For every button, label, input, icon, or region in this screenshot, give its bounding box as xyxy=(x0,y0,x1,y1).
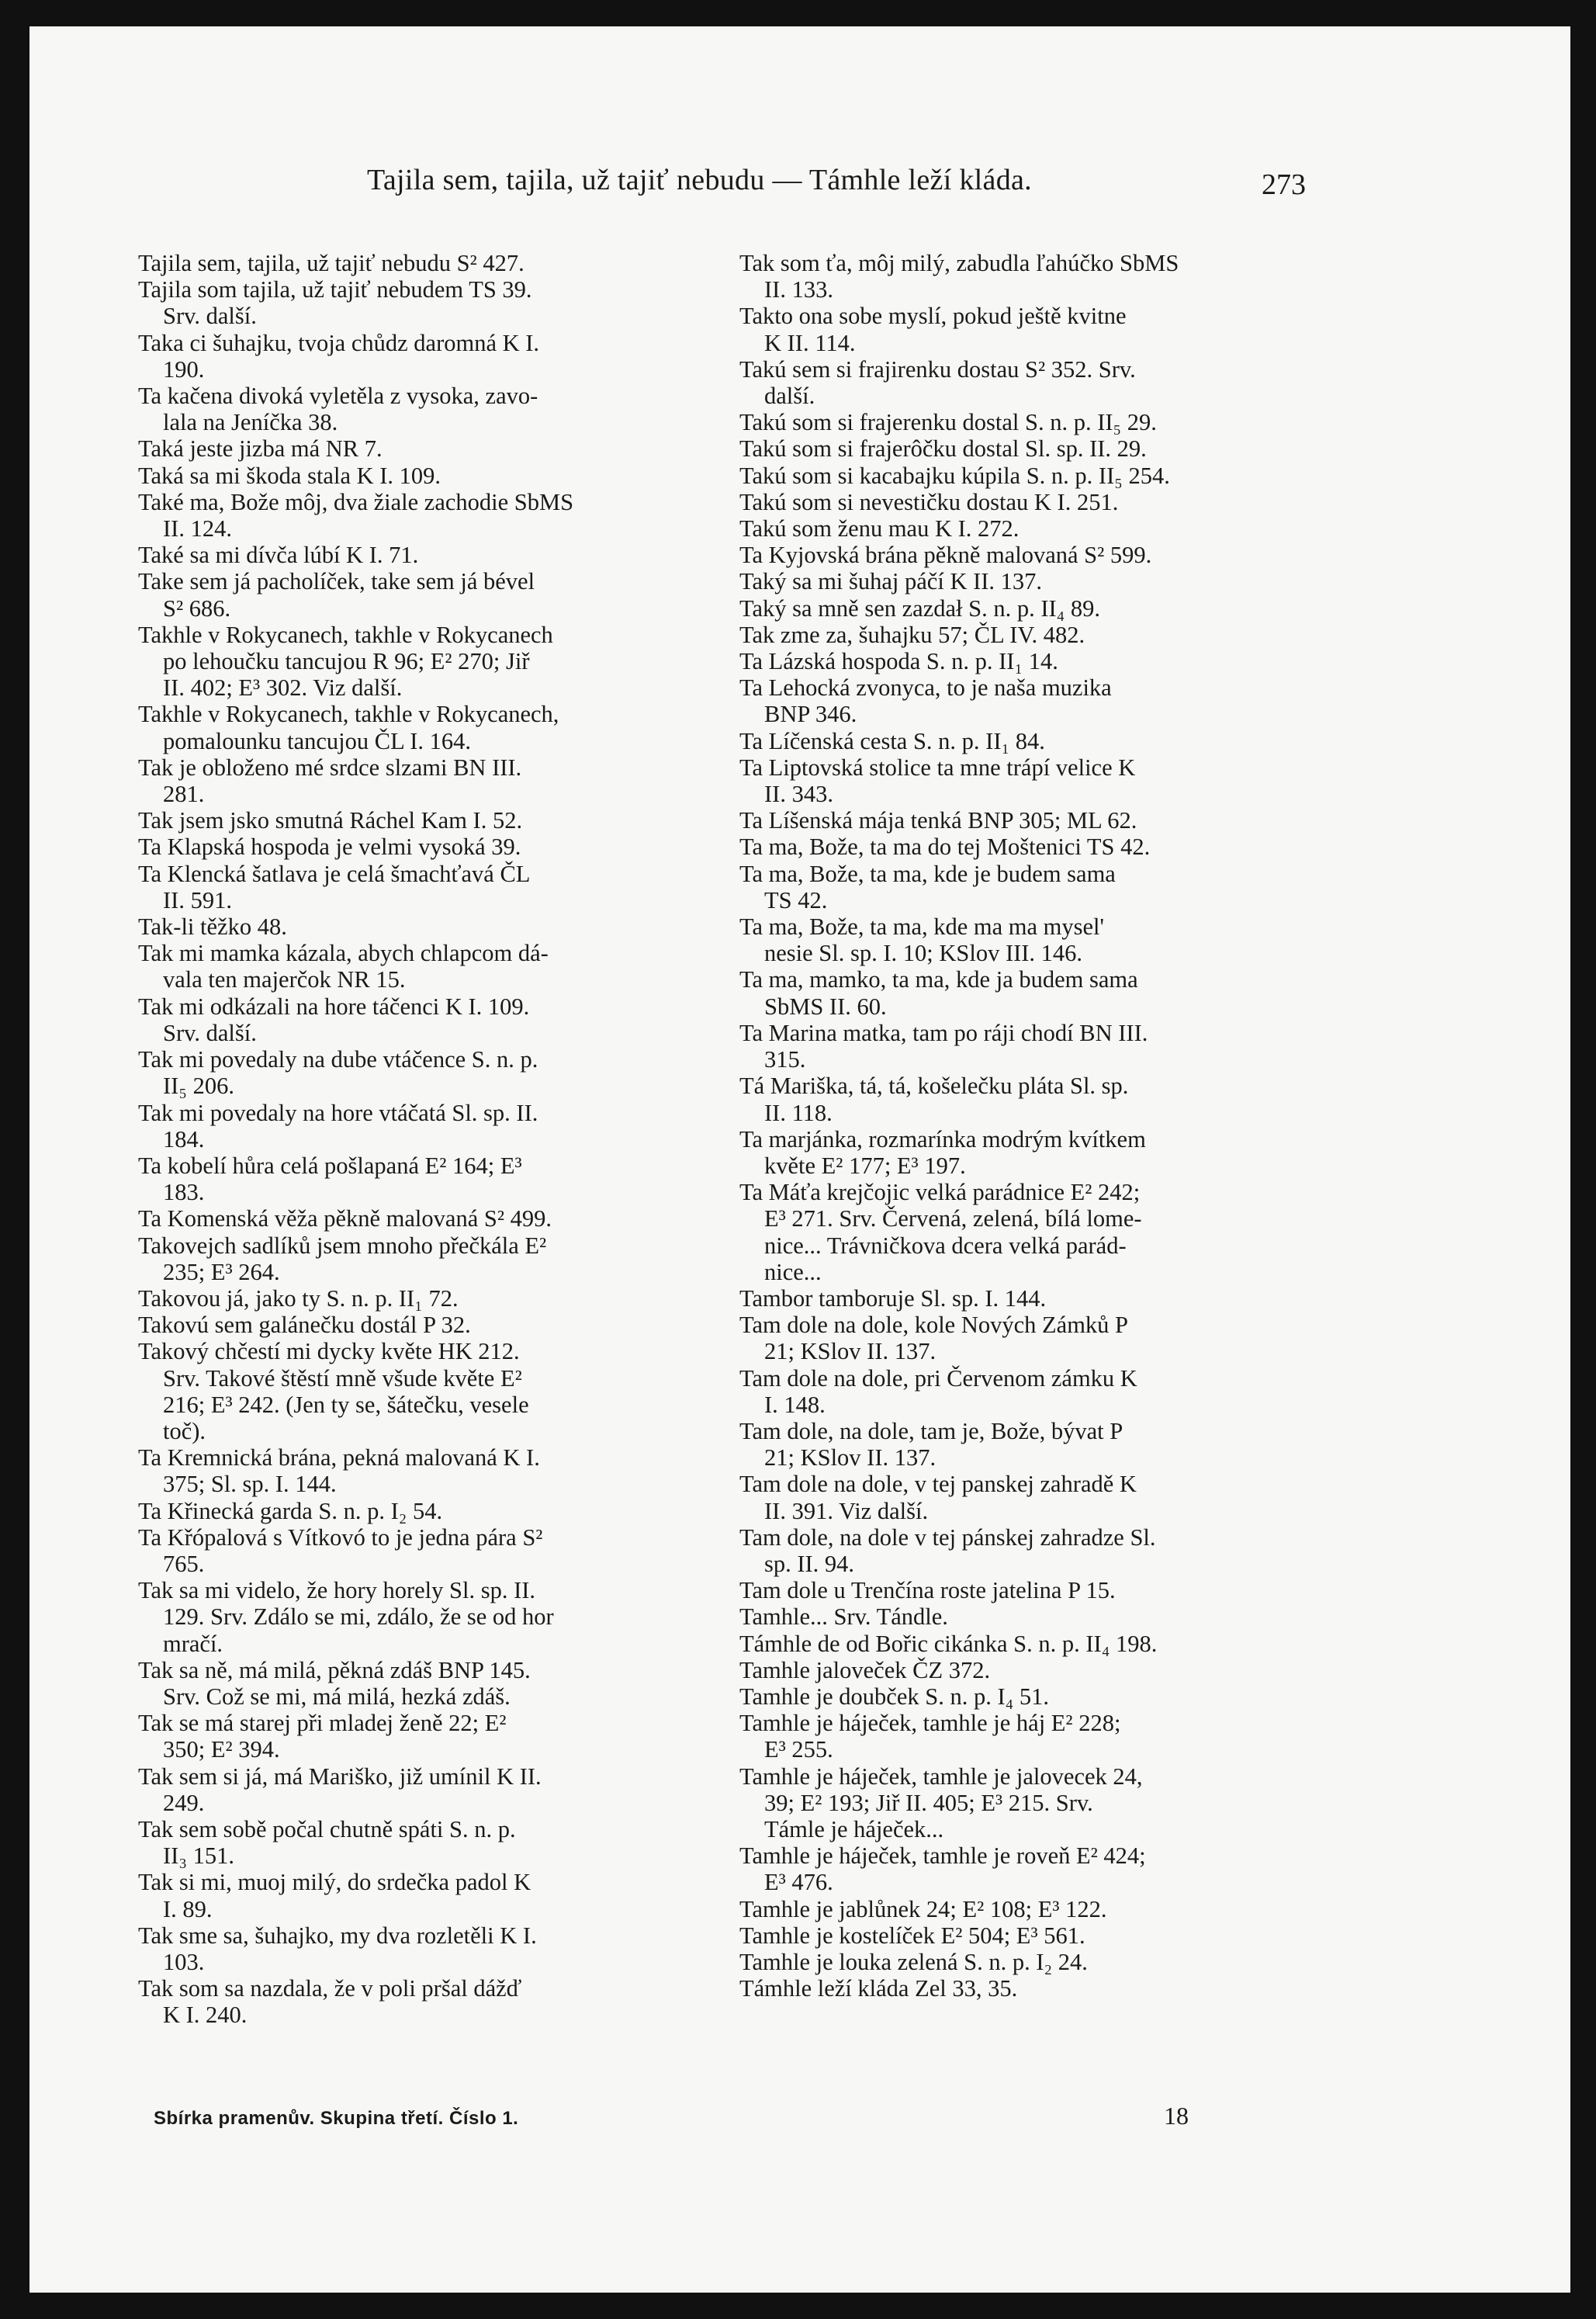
book-page xyxy=(29,26,1570,2293)
entry-continuation: pomalounku tancujou ČL I. 164. xyxy=(163,727,472,754)
entry-line: Tak sa mi videlo, že hory horely Sl. sp. II. xyxy=(138,1577,536,1604)
index-entry xyxy=(739,250,1292,303)
index-entry xyxy=(739,1073,1292,1125)
entry-line: Tamhle... Srv. Tándle. xyxy=(739,1603,948,1631)
entry-line: Take sem já pacholíček, take sem já bével xyxy=(138,568,535,595)
entry-line: Tam dole na dole, pri Červenom zámku K xyxy=(739,1364,1137,1392)
series-footer: Sbírka pramenův. Skupina třetí. Číslo 1. xyxy=(154,2108,519,2129)
entry-line: Tamhle je louka zelená S. n. p. I₂ 24. xyxy=(739,1949,1088,1975)
entry-line: Ta Kyjovská brána pěkně malovaná S² 599. xyxy=(739,542,1152,569)
entry-continuation: Srv. další. xyxy=(163,303,257,330)
index-entry xyxy=(138,1975,691,2028)
index-entry xyxy=(739,1126,1292,1179)
entry-line: Tak mi mamka kázala, abych chlapcom dá- xyxy=(138,940,549,967)
entry-line: Ta ma, Bože, ta ma, kde je budem sama xyxy=(739,860,1116,887)
entry-continuation: nesie Sl. sp. I. 10; KSlov III. 146. xyxy=(764,940,1083,967)
entry-line: Tak-li těžko 48. xyxy=(138,913,287,941)
running-head: Tajila sem, tajila, už tajiť nebudu — Támhle leží kláda. xyxy=(367,164,1032,196)
entry-line: Taká jeste jizba má NR 7. xyxy=(138,435,383,463)
entry-continuation: 129. Srv. Zdálo se mi, zdálo, že se od hor xyxy=(163,1603,554,1631)
index-entry xyxy=(739,435,1292,462)
entry-continuation: květe E² 177; E³ 197. xyxy=(764,1152,966,1179)
entry-line: Tak je obloženo mé srdce slzami BN III. xyxy=(138,754,522,781)
page-number: 273 xyxy=(1262,168,1306,201)
index-entry xyxy=(739,1179,1292,1285)
entry-continuation: 315. xyxy=(764,1046,806,1073)
entry-line: Tak sme sa, šuhajko, my dva rozletěli K I. xyxy=(138,1922,537,1949)
index-entry xyxy=(138,701,691,754)
entry-line: Tak zme za, šuhajku 57; ČL IV. 482. xyxy=(739,621,1085,648)
entry-line: Tak sem si já, má Mariško, již umínil K II. xyxy=(138,1763,542,1790)
index-entry xyxy=(138,1338,691,1444)
index-entry xyxy=(739,1763,1292,1843)
index-entry xyxy=(138,463,691,489)
index-entry xyxy=(739,674,1292,727)
index-entry xyxy=(739,754,1292,807)
index-entry xyxy=(739,515,1292,542)
index-entry xyxy=(138,1046,691,1099)
index-entry xyxy=(739,1285,1292,1312)
index-entry xyxy=(138,1524,691,1577)
entry-continuation: 103. xyxy=(163,1949,205,1975)
entry-line: Tak mi odkázali na hore táčenci K I. 109. xyxy=(138,993,530,1020)
printer-signature: 18 xyxy=(1164,2102,1189,2130)
entry-line: Taký sa mi šuhaj páčí K II. 137. xyxy=(739,568,1043,595)
index-entry xyxy=(739,807,1292,834)
index-entry xyxy=(739,834,1292,860)
entry-continuation: E³ 476. xyxy=(764,1869,833,1896)
index-entry xyxy=(739,356,1292,409)
index-entry xyxy=(138,1444,691,1497)
entry-continuation: SbMS II. 60. xyxy=(764,993,887,1020)
index-entry xyxy=(138,622,691,702)
entry-continuation: 235; E³ 264. xyxy=(163,1258,280,1285)
index-entry xyxy=(739,913,1292,966)
index-entry xyxy=(138,1816,691,1869)
index-entry xyxy=(739,1312,1292,1364)
entry-line: Takovejch sadlíků jsem mnoho přečkála E² xyxy=(138,1232,547,1259)
index-entry xyxy=(739,542,1292,568)
index-entry xyxy=(739,1524,1292,1577)
entry-line: Tam dole na dole, kole Nových Zámků P xyxy=(739,1312,1129,1339)
entry-line: Taká sa mi škoda stala K I. 109. xyxy=(138,462,441,489)
index-entry xyxy=(739,463,1292,489)
entry-line: Tak mi povedaly na hore vtáčatá Sl. sp. II. xyxy=(138,1099,538,1126)
entry-continuation: E³ 255. xyxy=(764,1736,833,1763)
entry-continuation: II. 124. xyxy=(163,515,232,542)
entry-continuation: 249. xyxy=(163,1789,205,1816)
index-entry xyxy=(739,1577,1292,1603)
entry-continuation: nice... xyxy=(764,1258,822,1285)
index-entry xyxy=(138,861,691,913)
entry-continuation: Támle je háječek... xyxy=(764,1815,944,1842)
index-entry xyxy=(739,1471,1292,1523)
entry-line: Tamhle je háječek, tamhle je háj E² 228; xyxy=(739,1710,1121,1737)
entry-line: Takú som si kacabajku kúpila S. n. p. II₅ 254. xyxy=(739,462,1170,489)
index-entry xyxy=(739,1975,1292,2002)
entry-continuation: E³ 271. Srv. Červená, zelená, bílá lome- xyxy=(764,1205,1142,1232)
index-entry xyxy=(138,250,691,276)
index-entry xyxy=(739,966,1292,1019)
entry-line: Takú sem si frajirenku dostau S² 352. Srv. xyxy=(739,355,1136,383)
entry-line: Tamhle je jablůnek 24; E² 108; E³ 122. xyxy=(739,1895,1107,1922)
entry-continuation: 184. xyxy=(163,1125,205,1153)
index-entry xyxy=(138,1577,691,1657)
entry-continuation: II₅ 206. xyxy=(163,1073,234,1100)
index-entry xyxy=(138,1205,691,1232)
index-entry xyxy=(739,1842,1292,1895)
entry-line: Také sa mi dívča lúbí K I. 71. xyxy=(138,542,419,569)
entry-continuation: 216; E³ 242. (Jen ty se, šátečku, vesele xyxy=(163,1391,529,1418)
entry-line: Tak se má starej při mladej ženě 22; E² xyxy=(138,1710,507,1737)
entry-line: Tak sem sobě počal chutně spáti S. n. p. xyxy=(138,1815,516,1842)
entry-continuation: 39; E² 193; Jiř II. 405; E³ 215. Srv. xyxy=(764,1789,1093,1816)
entry-line: Tak sa ně, má milá, pěkná zdáš BNP 145. xyxy=(138,1656,531,1683)
entry-line: Ta ma, mamko, ta ma, kde ja budem sama xyxy=(739,966,1138,993)
entry-line: Takto ona sobe myslí, pokud ještě kvitne xyxy=(739,303,1127,330)
index-entry xyxy=(138,542,691,568)
index-entry xyxy=(138,1763,691,1816)
index-entry xyxy=(138,1285,691,1312)
entry-continuation: K I. 240. xyxy=(163,2002,248,2029)
index-entry xyxy=(138,1710,691,1763)
entry-continuation: 765. xyxy=(163,1550,205,1577)
entry-line: Ta Klapská hospoda je velmi vysoká 39. xyxy=(138,834,521,861)
entry-line: Tam dole, na dole v tej pánskej zahradze Sl. xyxy=(739,1523,1156,1551)
entry-line: Tak mi povedaly na dube vtáčence S. n. p. xyxy=(138,1046,538,1073)
entry-line: Takovú sem galánečku dostál P 32. xyxy=(138,1312,471,1339)
index-entry xyxy=(739,1710,1292,1763)
entry-continuation: K II. 114. xyxy=(764,329,856,356)
index-entry xyxy=(138,1100,691,1153)
entry-continuation: II. 402; E³ 302. Viz další. xyxy=(163,674,403,702)
index-entry xyxy=(138,940,691,993)
entry-line: Ta Lehocká zvonyca, to je naša muzika xyxy=(739,674,1112,702)
index-entry xyxy=(138,807,691,834)
entry-line: Tak som sa nazdala, že v poli pršal dážď xyxy=(138,1975,522,2002)
entry-line: Tam dole u Trenčína roste jatelina P 15. xyxy=(739,1577,1116,1604)
entry-continuation: lala na Jeníčka 38. xyxy=(163,409,338,436)
entry-line: Tamhle je háječek, tamhle je jalovecek 24, xyxy=(739,1763,1143,1790)
entry-continuation: 350; E² 394. xyxy=(163,1736,280,1763)
entry-continuation: BNP 346. xyxy=(764,701,857,728)
entry-line: Ta Kremnická brána, pekná malovaná K I. xyxy=(138,1444,540,1471)
entry-line: Ta kačena divoká vyletěla z vysoka, zavo- xyxy=(138,383,538,410)
index-entry xyxy=(138,834,691,860)
entry-line: Tamhle je doubček S. n. p. I₄ 51. xyxy=(739,1683,1049,1710)
index-entry xyxy=(739,1949,1292,1975)
index-entry xyxy=(739,1922,1292,1949)
entry-line: Ta kobelí hůra celá pošlapaná E² 164; E³ xyxy=(138,1152,522,1179)
entry-continuation: II. 591. xyxy=(163,886,232,913)
index-entry xyxy=(739,1657,1292,1683)
entry-continuation: vala ten majerčok NR 15. xyxy=(163,966,406,993)
entry-continuation: 281. xyxy=(163,781,205,808)
index-entry xyxy=(739,1896,1292,1922)
entry-continuation: toč). xyxy=(163,1417,206,1444)
entry-continuation: mračí. xyxy=(163,1630,223,1657)
entry-continuation: nice... Trávničkova dcera velká parád- xyxy=(764,1232,1127,1259)
entry-line: Ta Marina matka, tam po ráji chodí BN III. xyxy=(739,1019,1148,1046)
entry-line: Ta Líšenská mája tenká BNP 305; ML 62. xyxy=(739,807,1137,834)
index-entry xyxy=(739,1683,1292,1710)
entry-line: Ta Lázská hospoda S. n. p. II₁ 14. xyxy=(739,648,1058,675)
index-entry xyxy=(138,1922,691,1975)
index-entry xyxy=(739,622,1292,648)
entry-line: Tam dole, na dole, tam je, Bože, bývat P xyxy=(739,1417,1123,1444)
entry-line: Taka ci šuhajku, tvoja chůdz daromná K I. xyxy=(138,329,540,356)
entry-continuation: Srv. další. xyxy=(163,1019,257,1046)
index-entry xyxy=(138,568,691,621)
index-entry xyxy=(739,1020,1292,1073)
index-entry xyxy=(138,754,691,807)
entry-line: Tamhle je kostelíček E² 504; E³ 561. xyxy=(739,1922,1085,1949)
index-entry xyxy=(739,409,1292,435)
entry-line: Také ma, Bože môj, dva žiale zachodie SbMS xyxy=(138,488,574,515)
index-entry xyxy=(138,330,691,383)
entry-line: Ta Křópalová s Vítkovó to je jedna pára S² xyxy=(138,1523,543,1551)
entry-line: Ta Klencká šatlava je celá šmachťavá ČL xyxy=(138,860,531,887)
entry-line: Ta ma, Bože, ta ma do tej Moštenici TS 42. xyxy=(739,834,1151,861)
entry-continuation: 21; KSlov II. 137. xyxy=(764,1444,936,1471)
entry-line: Támhle leží kláda Zel 33, 35. xyxy=(739,1975,1018,2002)
entry-line: Ta marjánka, rozmarínka modrým kvítkem xyxy=(739,1125,1146,1153)
entry-line: Takú som ženu mau K I. 272. xyxy=(739,515,1020,542)
index-entry xyxy=(739,568,1292,594)
index-entry xyxy=(739,728,1292,754)
entry-continuation: TS 42. xyxy=(764,886,828,913)
entry-line: Tam dole na dole, v tej panskej zahradě K xyxy=(739,1471,1137,1498)
entry-continuation: po lehoučku tancujou R 96; E² 270; Jiř xyxy=(163,648,530,675)
entry-line: Takú som si frajerôčku dostal Sl. sp. II. 29. xyxy=(739,435,1147,463)
entry-line: Tak jsem jsko smutná Ráchel Kam I. 52. xyxy=(138,807,523,834)
index-entry xyxy=(739,303,1292,355)
entry-continuation: sp. II. 94. xyxy=(764,1550,855,1577)
entry-line: Tamhle jaloveček ČZ 372. xyxy=(739,1656,991,1683)
index-entry xyxy=(739,489,1292,515)
entry-line: Ta Máťa krejčojic velká parádnice E² 242; xyxy=(739,1179,1141,1206)
entry-line: Tajila som tajila, už tajiť nebudem TS 39. xyxy=(138,276,532,303)
index-entry xyxy=(138,276,691,329)
entry-continuation: S² 686. xyxy=(163,594,231,622)
entry-line: Tamhle je háječek, tamhle je roveň E² 424; xyxy=(739,1842,1146,1870)
entry-continuation: další. xyxy=(764,383,815,410)
entry-continuation: II. 133. xyxy=(764,276,833,303)
index-entry xyxy=(138,1498,691,1524)
index-entry xyxy=(739,648,1292,674)
entry-continuation: I. 89. xyxy=(163,1895,213,1922)
index-entry xyxy=(138,1869,691,1922)
entry-line: Ta Komenská věža pěkně malovaná S² 499. xyxy=(138,1205,552,1232)
entry-line: Ta Liptovská stolice ta mne trápí velice K xyxy=(739,754,1136,781)
entry-line: Takhle v Rokycanech, takhle v Rokycanech xyxy=(138,621,553,648)
index-entry xyxy=(739,595,1292,622)
index-entry xyxy=(138,1153,691,1205)
entry-continuation: II. 118. xyxy=(764,1099,833,1126)
left-column xyxy=(138,250,691,2029)
entry-line: Tajila sem, tajila, už tajiť nebudu S² 427. xyxy=(138,250,524,276)
index-entry xyxy=(138,489,691,542)
index-entry xyxy=(138,993,691,1046)
entry-line: Tambor tamboruje Sl. sp. I. 144. xyxy=(739,1284,1047,1312)
entry-line: Takú som si nevestičku dostau K I. 251. xyxy=(739,488,1119,515)
entry-line: Takhle v Rokycanech, takhle v Rokycanech, xyxy=(138,701,559,728)
index-entry xyxy=(138,435,691,462)
index-entry xyxy=(739,861,1292,913)
entry-line: Tá Mariška, tá, tá, košelečku pláta Sl. sp. xyxy=(739,1073,1129,1100)
entry-continuation: Srv. Takové štěstí mně všude květe E² xyxy=(163,1364,522,1392)
entry-continuation: II. 391. Viz další. xyxy=(764,1497,929,1524)
entry-line: Takovou já, jako ty S. n. p. II₁ 72. xyxy=(138,1284,459,1312)
entry-line: Takú som si frajerenku dostal S. n. p. II₅ 29. xyxy=(739,409,1157,436)
index-entry xyxy=(138,1657,691,1710)
entry-line: Ta ma, Bože, ta ma, kde ma ma mysel' xyxy=(739,913,1105,941)
entry-continuation: I. 148. xyxy=(764,1391,826,1418)
entry-line: Taký sa mně sen zazdał S. n. p. II₄ 89. xyxy=(739,594,1101,622)
index-entry xyxy=(739,1603,1292,1630)
entry-continuation: 190. xyxy=(163,355,205,383)
index-entry xyxy=(739,1418,1292,1471)
entry-continuation: 375; Sl. sp. I. 144. xyxy=(163,1471,337,1498)
index-entry xyxy=(138,1232,691,1285)
right-column xyxy=(739,250,1292,2002)
entry-line: Tak si mi, muoj milý, do srdečka padol K xyxy=(138,1869,531,1896)
index-entry xyxy=(739,1365,1292,1418)
entry-continuation: Srv. Což se mi, má milá, hezká zdáš. xyxy=(163,1683,511,1710)
entry-line: Tak som ťa, môj milý, zabudla ľahúčko SbMS xyxy=(739,250,1179,276)
index-entry xyxy=(138,913,691,940)
entry-continuation: 183. xyxy=(163,1179,205,1206)
index-entry xyxy=(739,1631,1292,1657)
entry-continuation: 21; KSlov II. 137. xyxy=(764,1338,936,1365)
page-header xyxy=(29,163,1570,210)
index-entry xyxy=(138,383,691,435)
entry-line: Támhle de od Bořic cikánka S. n. p. II₄ 198. xyxy=(739,1630,1158,1657)
entry-continuation: II₃ 151. xyxy=(163,1842,234,1870)
entry-line: Takový chčestí mi dycky květe HK 212. xyxy=(138,1338,520,1365)
index-entry xyxy=(138,1312,691,1338)
entry-line: Ta Líčenská cesta S. n. p. II₁ 84. xyxy=(739,727,1045,754)
entry-line: Ta Křinecká garda S. n. p. I₂ 54. xyxy=(138,1497,443,1524)
entry-continuation: II. 343. xyxy=(764,781,833,808)
